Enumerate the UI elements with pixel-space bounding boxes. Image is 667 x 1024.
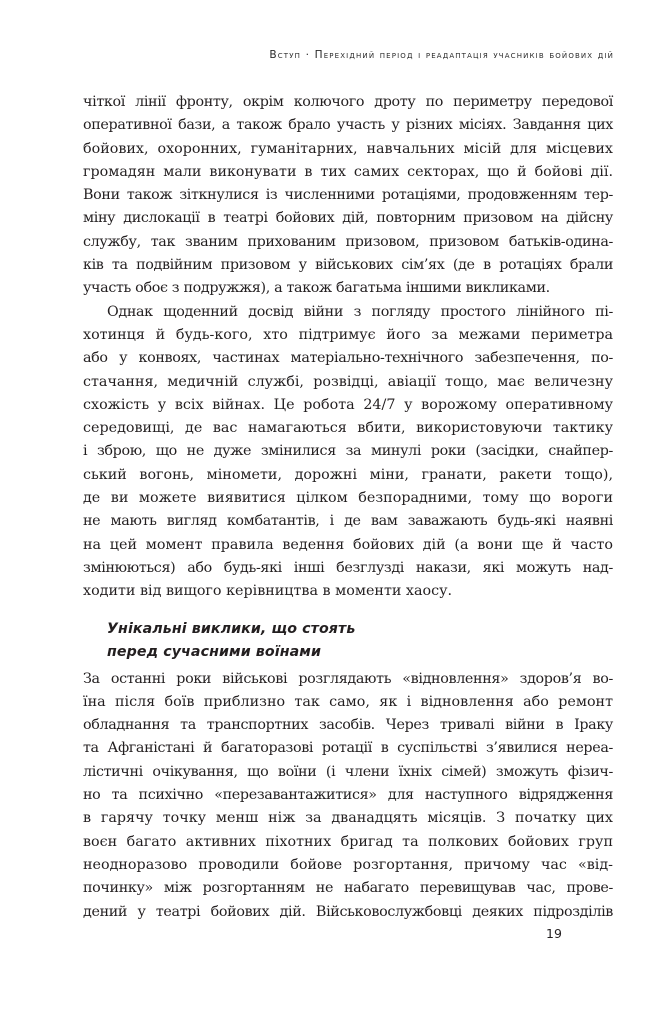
paragraph <box>83 301 613 604</box>
text-line: участь обоє з подружжя), а також багатьма іншими викликами. <box>83 280 550 297</box>
text-line: міну дислокації в театрі бойових дій, повторним призовом на дійсну <box>83 210 613 227</box>
text-line: на цей момент правила ведення бойових дій (а вони ще й часто <box>83 536 613 553</box>
section-paragraph <box>83 668 613 924</box>
text-line: За останні роки військові розглядають «відновлення» здоров’я во- <box>83 670 613 687</box>
text-line: дений у театрі бойових дій. Військовослужбовці деяких підрозділів <box>83 903 613 920</box>
text-line: оперативної бази, а також брало участь у різних місіях. Завдання цих <box>83 117 613 134</box>
text-line: Вони також зіткнулися із численними ротаціями, продовженням тер- <box>83 187 613 204</box>
text-line: хотинця й будь-кого, хто підтримує його за межами периметра <box>83 326 613 343</box>
text-line: громадян мали виконувати в тих самих секторах, що й бойові дії. <box>83 163 613 180</box>
text-line: лістичні очікування, що воїни (і члени їхніх сімей) зможуть фізич- <box>83 763 613 780</box>
page-number: 19 <box>546 926 562 941</box>
text-line: чіткої лінії фронту, окрім колючого дроту по периметру передової <box>83 94 613 110</box>
text-line: ський вогонь, міномети, дорожні міни, гранати, ракети тощо), <box>83 466 613 483</box>
text-line: ків та подвійним призовом у військових сім’ях (де в ротаціях брали <box>83 257 613 274</box>
text-line: і зброю, що не дуже змінилися за минулі роки (засідки, снайпер- <box>83 443 613 460</box>
text-line: бойових, охоронних, гуманітарних, навчальних місій для місцевих <box>83 140 613 157</box>
text-line: середовищі, де вас намагаються вбити, використовуючи тактику <box>83 420 613 437</box>
paragraph-continued <box>83 91 613 301</box>
text-line: стачання, медичній службі, розвідці, авіації тощо, має величезну <box>83 373 613 390</box>
text-line: службу, так званим прихованим призовом, призовом батьків-одина- <box>83 233 613 250</box>
text-line: в гарячу точку менш ніж за дванадцять місяців. З початку цих <box>83 810 613 827</box>
text-line: обладнання та транспортних засобів. Через тривалі війни в Іраку <box>83 717 613 734</box>
text-line: но та психічно «перезавантажитися» для наступного відрядження <box>83 787 613 804</box>
text-line: змінюються) або будь-які інші безглузді накази, які можуть над- <box>83 559 613 576</box>
running-head: Вступ · Перехідний період і реадаптація учасників бойових дій <box>269 49 614 61</box>
text-line: воєн багато активних піхотних бригад та полкових бойових груп <box>83 833 613 850</box>
text-line: схожість у всіх війнах. Це робота 24/7 у ворожому оперативному <box>83 396 613 413</box>
text-line: ходити від вищого керівництва в моменти хаосу. <box>83 583 453 600</box>
text-line: або у конвоях, частинах матеріально-технічного забезпечення, по- <box>83 350 613 367</box>
text-line: не мають вигляд комбатантів, і де вам заважають будь-які наявні <box>83 513 613 530</box>
text-line: Однак щоденний досвід війни з погляду простого лінійного пі- <box>107 303 613 320</box>
text-line: де ви можете виявитися цілком безпорадними, тому що вороги <box>83 490 613 507</box>
section-heading-line: перед сучасними воїнами <box>107 643 322 660</box>
body-text <box>83 91 613 924</box>
section-heading <box>83 618 613 664</box>
text-line: та Афганістані й багаторазові ротації в суспільстві з’явилися нереа- <box>83 740 613 757</box>
text-line: їна після боїв приблизно так само, як і відновлення або ремонт <box>83 693 613 710</box>
section-heading-line: Унікальні виклики, що стоять <box>107 620 356 637</box>
text-line: неодноразово проводили бойове розгортання, причому час «від- <box>83 856 613 873</box>
text-line: починку» між розгортанням не набагато перевищував час, прове- <box>83 880 613 897</box>
